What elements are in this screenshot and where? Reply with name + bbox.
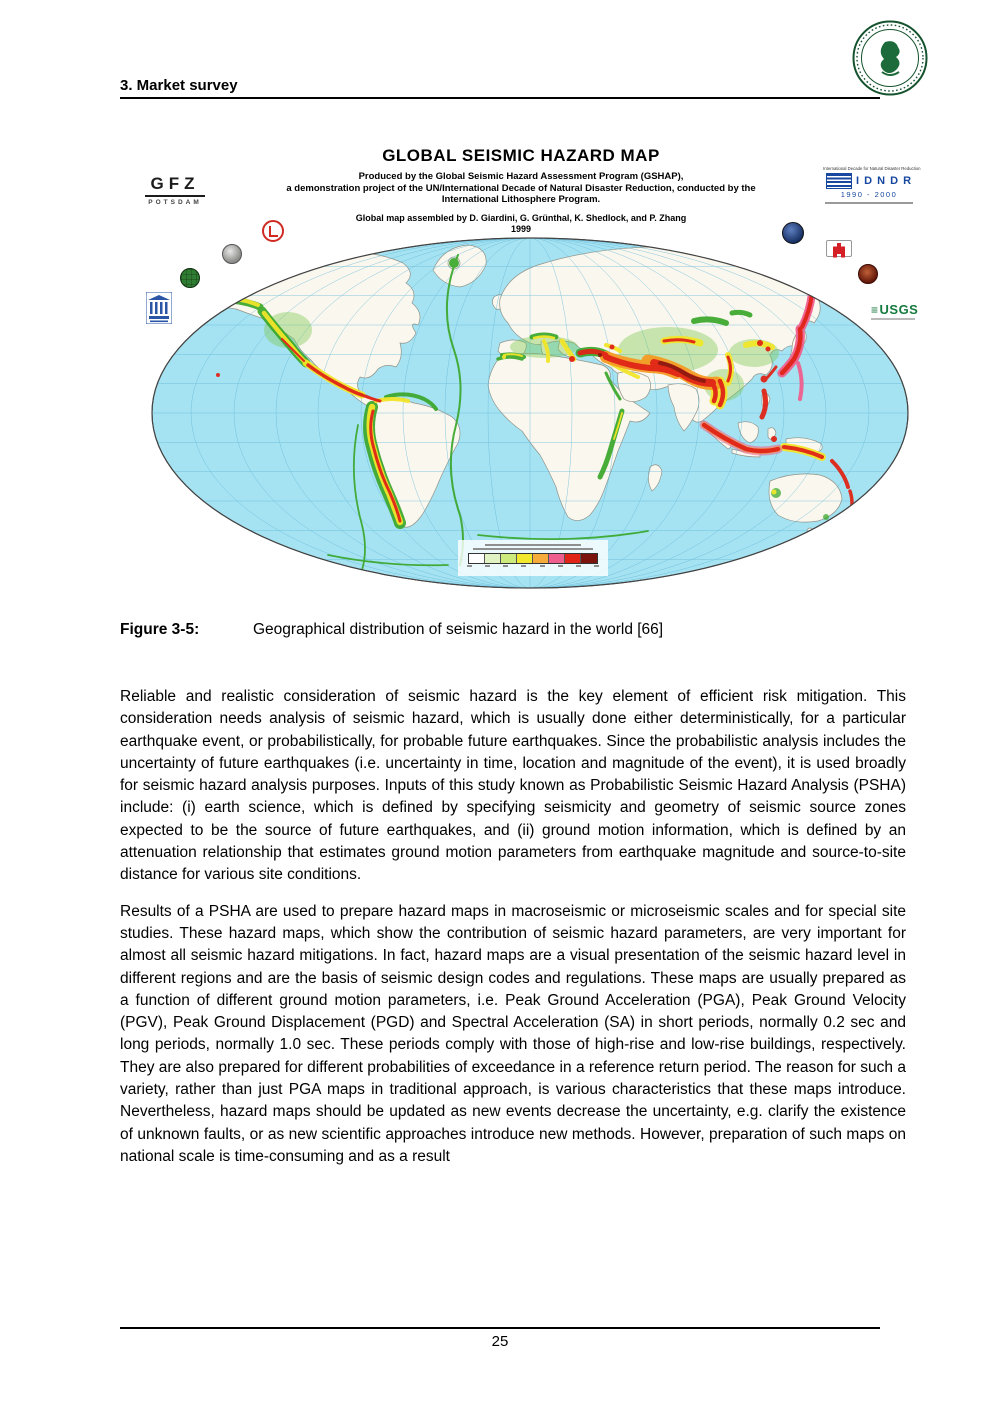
- map-subtitle: [115, 171, 927, 206]
- gfz-logo-subtext: POTSDAM: [148, 199, 202, 206]
- map-credit-year: 1999: [510, 224, 532, 234]
- idndr-logo-top-text: International Decade for Natural Disaster Reduction: [823, 166, 921, 172]
- map-subtitle-line3: International Lithosphere Program.: [441, 194, 601, 205]
- idndr-logo-years: 1990 - 2000: [840, 190, 898, 199]
- world-seismic-hazard-map: [148, 235, 912, 591]
- university-seal-graphic: [852, 20, 928, 96]
- idndr-logo: [815, 166, 923, 204]
- idndr-stripes-icon: [826, 173, 852, 189]
- body-text: [120, 686, 906, 1182]
- figure-caption-label: Figure 3-5:: [120, 621, 200, 638]
- header-rule: [120, 97, 880, 99]
- gfz-potsdam-logo: [145, 174, 205, 206]
- gfz-logo-text: GFZ: [145, 174, 205, 197]
- usgs-bars-icon: ≡: [871, 303, 879, 317]
- map-legend: [458, 540, 608, 576]
- footer-rule: [120, 1327, 880, 1329]
- section-heading: 3. Market survey: [120, 77, 238, 94]
- paragraph-2: Results of a PSHA are used to prepare hazard maps in macroseismic or microseismic scales and for special site studies. These hazard maps, which show the contribution of seismic hazard parameters, are very important for almost all seismic hazard mitigations. In fact, hazard maps are a visual presentation of the seismic hazard level in different regions and are the basis of seismic design codes and regulations. These maps are usually prepared as a function of different ground motion parameters, i.e. Peak Ground Acceleration (PGA), Peak Ground Velocity (PGV), Peak Ground Displacement (PGD) and Spectral Acceleration (SA) in short periods, normally 0.2 sec and long periods, normally 1.0 sec. These periods comply with those of high-rise and low-rise buildings, respectively. They are also prepared for different probabilities of exceedance in a reference return period. The reason for such a variety, rather than just PGA maps in traditional approach, is various characteristics that these maps introduce. Nevertheless, hazard maps should be updated as new events decrease the uncertainty, e.g. clarify the existence of unknown faults, or as new scientific approaches introduce new methods. However, preparation of such maps on national scale is time-consuming and as a result: [120, 902, 906, 1165]
- idndr-logo-tagline: [825, 202, 913, 204]
- map-subtitle-line1: Produced by the Global Seismic Hazard Assessment Program (GSHAP),: [358, 171, 684, 182]
- university-seal-logo: [852, 20, 928, 96]
- idndr-logo-text: I D N D R: [855, 175, 913, 187]
- map-credit: Global map assembled by D. Giardini, G. Grünthal, K. Shedlock, and P. Zhang: [355, 213, 687, 223]
- figure-caption: [120, 621, 906, 639]
- usgs-logo-text: USGS: [879, 302, 919, 317]
- map-title: GLOBAL SEISMIC HAZARD MAP: [382, 146, 660, 165]
- legend-tick-labels: [467, 565, 599, 567]
- map-legend-swatches: [468, 553, 598, 564]
- paragraph-1: Reliable and realistic consideration of seismic hazard is the key element of efficient risk mitigation. This consideration needs analysis of seismic hazard, which is usually done either deterministically, for a particular earthquake event, or probabilistically, for probable future earthquakes. Since the probabilistic analysis includes the uncertainty of future earthquakes (i.e. uncertainty in time, location and magnitude of the event), it is used broadly for seismic hazard analysis purposes. Inputs of this study known as Probabilistic Seismic Hazard Analysis (PSHA) include: (i) earth science, which is defined by specifying seismicity and geometry of seismic source zones expected to be the source of future earthquakes, and (ii) ground motion information, which is defined by an attenuation relationship that estimates ground motion parameters from earthquake magnitude and source-to-site distance for various site conditions.: [120, 688, 906, 884]
- legend-title-text: [485, 544, 581, 546]
- page-number: 25: [491, 1333, 509, 1350]
- figure-caption-text: Geographical distribution of seismic hazard in the world [66]: [253, 621, 664, 638]
- legend-subtitle-text: [473, 548, 593, 550]
- map-subtitle-line2: a demonstration project of the UN/International Decade of Natural Disaster Reduction, conducted by the: [286, 182, 756, 194]
- seismic-hazard-map-figure: [115, 140, 927, 602]
